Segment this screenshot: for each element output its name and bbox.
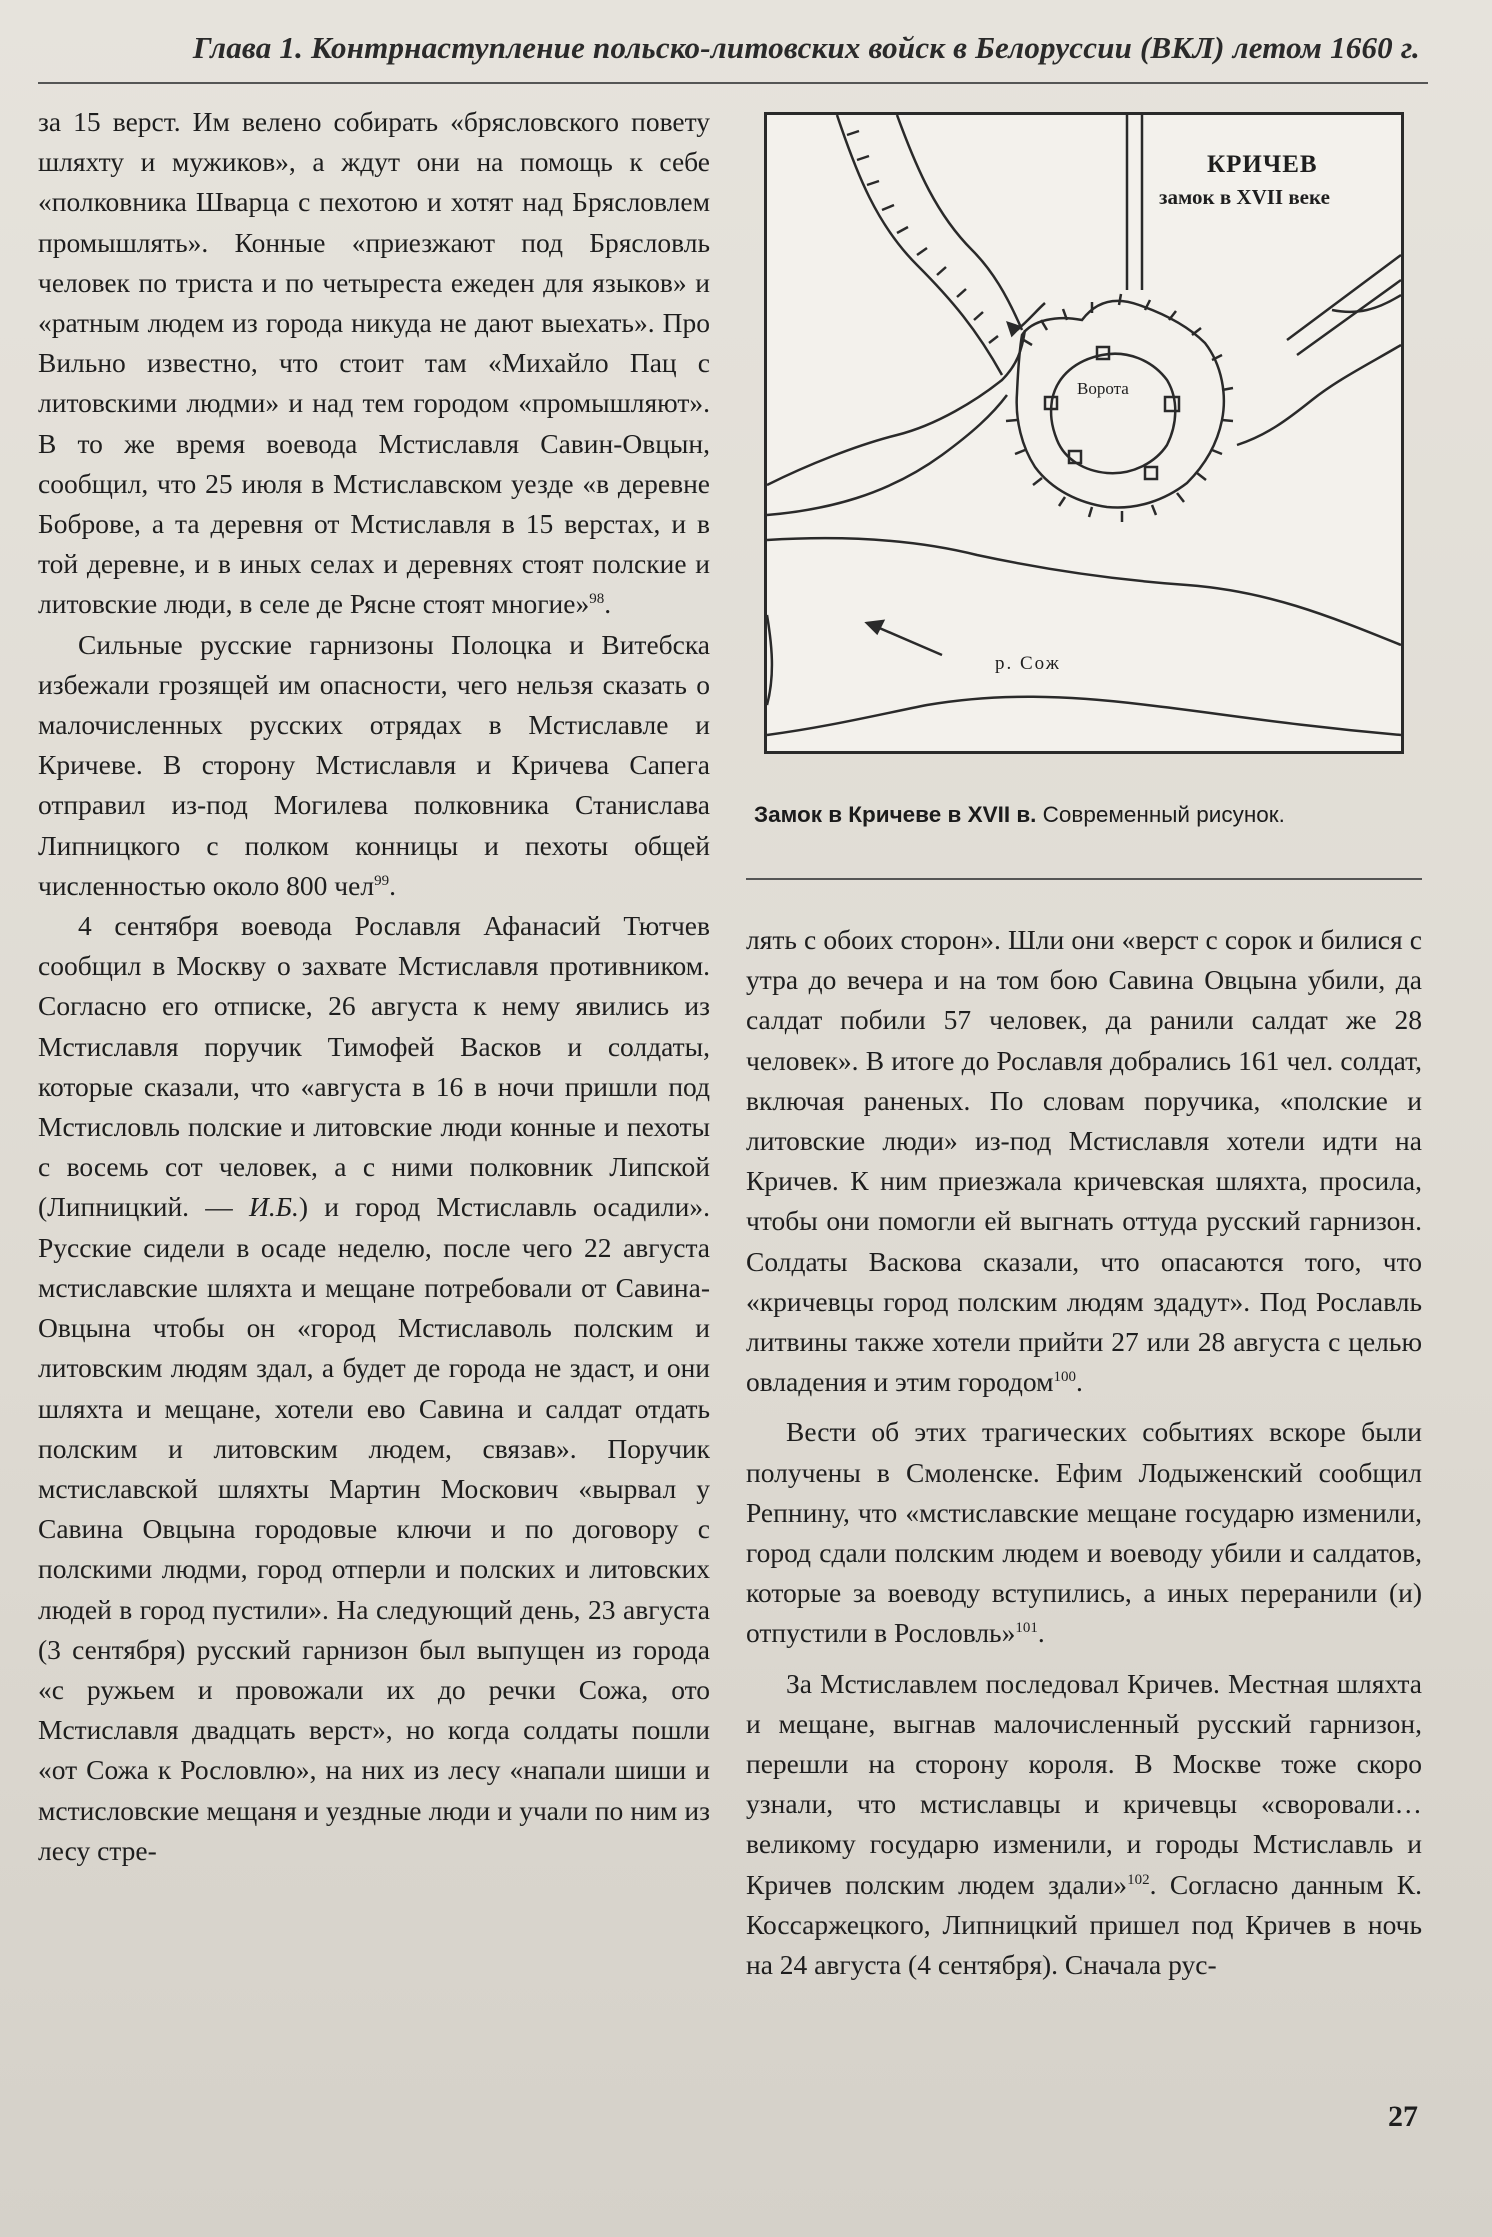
footnote-ref: 102 <box>1127 1871 1150 1888</box>
paragraph <box>38 906 710 1871</box>
paragraph <box>746 1664 1422 1986</box>
paragraph-text: Вести об этих трагических событиях вскоре были получены в Смоленске. Ефим Лодыженский сообщил Репнину, что «мстиславские мещане государю изменили, город сдали полским людем и воеводу убили и салдатов, которые за воеводу вступились, а иных переранили (и) отпустили в Рословль» <box>746 1416 1422 1649</box>
figure-caption <box>754 802 1285 828</box>
map-subtitle: замок в XVII веке <box>1159 185 1330 209</box>
caption-text: Современный рисунок. <box>1036 802 1285 827</box>
paragraph-text: . Согласно данным К. Коссаржецкого, Липницкий пришел под Кричев в ночь на 24 августа (4 сентября). Сначала рус- <box>746 1868 1422 1981</box>
footnote-ref: 101 <box>1015 1620 1038 1637</box>
river-label: р. Сож <box>995 653 1061 674</box>
left-column <box>38 102 710 1871</box>
caption-title: Замок в Кричеве в XVII в. <box>754 802 1037 827</box>
paragraph: лять с обоих сторон». Шли они «верст с сорок и билися с утра до вечера и на том бою Савина Овцына убили, да салдат побили 57 человек, да ранили салдат же 28 человек». В итоге до Рославля добрались 161 чел. солдат, включая раненых. По словам поручика, «полские и литовские люди» из-под Мстиславля хотели идти на Кричев. К ним приезжала кричевская шляхта, просила, чтобы они помогли ей выгнать оттуда русский гарнизон. Солдаты Васкова сказали, что опасаются того, что «кричевцы город полским людям здадут». Под Рославль литвины также хотели прийти 27 или 28 августа с целью овладения и этим городом$^{100}$. <box>746 924 1422 1398</box>
castle-map-drawing <box>767 115 1401 751</box>
author-initials: И.Б. <box>249 1191 299 1223</box>
paragraph: Сильные русские гарнизоны Полоцка и Витебска избежали грозящей им опасности, чего нельзя сказать о малочисленных русских отрядах в Мстиславле и Кричеве. В сторону Мстиславля и Кричева Сапега отправил из-под Могилева полковника Станислава Липницкого с полком конницы и пехоты общей численностью около 800 чел$^{99}$. <box>38 628 710 901</box>
right-column <box>746 920 1422 1985</box>
map-title: КРИЧЕВ <box>1207 151 1318 178</box>
paragraph-text: 4 сентября воевода Рославля Афанасий Тютчев сообщил в Москву о захвате Мстиславля противником. Согласно его отписке, 26 августа к нему явились из Мстиславля поручик Тимофей Васков и солдаты, которые сказали, что «августа в 16 в ночи пришли под Мстисловль полские и литовские люди конные и пехоты с восемь сот человек, а с ними полковник Липской (Липницкий. — <box>38 910 710 1223</box>
gate-label: Ворота <box>1077 379 1129 398</box>
paragraph-text: лять с обоих сторон». Шли они «верст с сорок и билися с утра до вечера и на том бою Савина Овцына убили, да салдат побили 57 человек, да ранили салдат же 28 человек». В итоге до Рославля добрались 161 чел. солдат, включая раненых. По словам поручика, «полские и литовские люди» из-под Мстиславля хотели идти на Кричев. К ним приезжала кричевская шляхта, просила, чтобы они помогли ей выгнать оттуда русский гарнизон. Солдаты Васкова сказали, что опасаются того, что «кричевцы город полским людям здадут». Под Рославль литвины также хотели прийти 27 или 28 августа с целью овладения и этим городом <box>746 924 1422 1398</box>
footnote-ref: 100 <box>1053 1369 1077 1386</box>
paragraph-text: Сильные русские гарнизоны Полоцка и Витебска избежали грозящей им опасности, чего нельзя сказать о малочисленных русских отрядах в Мстиславле и Кричеве. В сторону Мстиславля и Кричева Сапега отправил из-под Могилева полковника Станислава Липницкого с полком конницы и пехоты общей численностью около 800 чел <box>38 628 710 901</box>
page-number: 27 <box>1388 2100 1418 2133</box>
paragraph-text: За Мстиславлем последовал Кричев. Местная шляхта и мещане, выгнав малочисленный русский гарнизон, перешли на сторону короля. В Москве тоже скоро узнали, что мстиславцы и кричевцы «своровали… великому государю изменили, и городы Мстиславль и Кричев полским людем здали» <box>746 1667 1422 1900</box>
castle-map-figure <box>764 112 1404 754</box>
caption-divider <box>746 878 1422 880</box>
header-divider <box>38 82 1428 84</box>
paragraph: за 15 верст. Им велено собирать «брясловского повету шляхту и мужиков», а ждут они на помощь к себе «полковника Шварца с пехотою и хотят над Брясловлем промышлять». Конные «приезжают под Брясловль человек по триста и по четыреста ежеден для языков» и «ратным людем из города никуда не дают выехать». Про Вильно известно, что стоит там «Михайло Пац с литовскими людми» и над тем городом «промышляют». В то же время воевода Мстиславля Савин-Овцын, сообщил, что 25 июля в Мстиславском уезде «в деревне Боброве, а та деревня от Мстиславля в 15 верстах, и в той деревне, и в иных селах и деревнях стоят полские и литовские люди, в селе де Рясне стоят многие»$^{98}$. <box>38 106 710 620</box>
paragraph-text: ) и город Мстиславль осадили». Русские сидели в осаде неделю, после чего 22 августа мстиславские шляхта и мещане потребовали от Савина-Овцына чтобы он «город Мстиславоль полским и литовским людям здал, а будет де города не здаст, и они шляхта и мещане, хотели ево Савина и салдат отдать полским и литовским людем, связав». Поручик мстиславской шляхты Мартин Москович «вырвал у Савина Овцына городовые ключи и по договору с полскими людми, город отперли и полских и литовских людей в город пустили». На следующий день, 23 августа (3 сентября) русский гарнизон был выпущен из города «с ружьем и провожали их до речки Сожа, ото Мстиславля двадцать верст», но когда солдаты пошли «от Сожа к Рословлю», на них из лесу «напали шиши и мстисловские мещаня и уездные люди и учали по ним из лесу стре- <box>38 1191 710 1866</box>
running-header: Глава 1. Контрнаступление польско-литовских войск в Белоруссии (ВКЛ) летом 1660 г. <box>192 30 1420 65</box>
paragraph: Вести об этих трагических событиях вскоре были получены в Смоленске. Ефим Лодыженский сообщил Репнину, что «мстиславские мещане государю изменили, город сдали полским людем и воеводу убили и салдатов, которые за воеводу вступились, а иных переранили (и) отпустили в Рословль»$^{101}$. <box>746 1416 1422 1649</box>
paragraph-text: за 15 верст. Им велено собирать «брясловского повету шляхту и мужиков», а ждут они на помощь к себе «полковника Шварца с пехотою и хотят над Брясловлем промышлять». Конные «приезжают под Брясловль человек по триста и по четыреста ежеден для языков» и «ратным людем из города никуда не дают выехать». Про Вильно известно, что стоит там «Михайло Пац с литовскими людми» и над тем городом «промышляют». В то же время воевода Мстиславля Савин-Овцын, сообщил, что 25 июля в Мстиславском уезде «в деревне Боброве, а та деревня от Мстиславля в 15 верстах, и в той деревне, и в иных селах и деревнях стоят полские и литовские люди, в селе де Рясне стоят многие» <box>38 106 710 620</box>
footnote-ref: 98 <box>589 591 605 608</box>
footnote-ref: 99 <box>374 872 390 889</box>
